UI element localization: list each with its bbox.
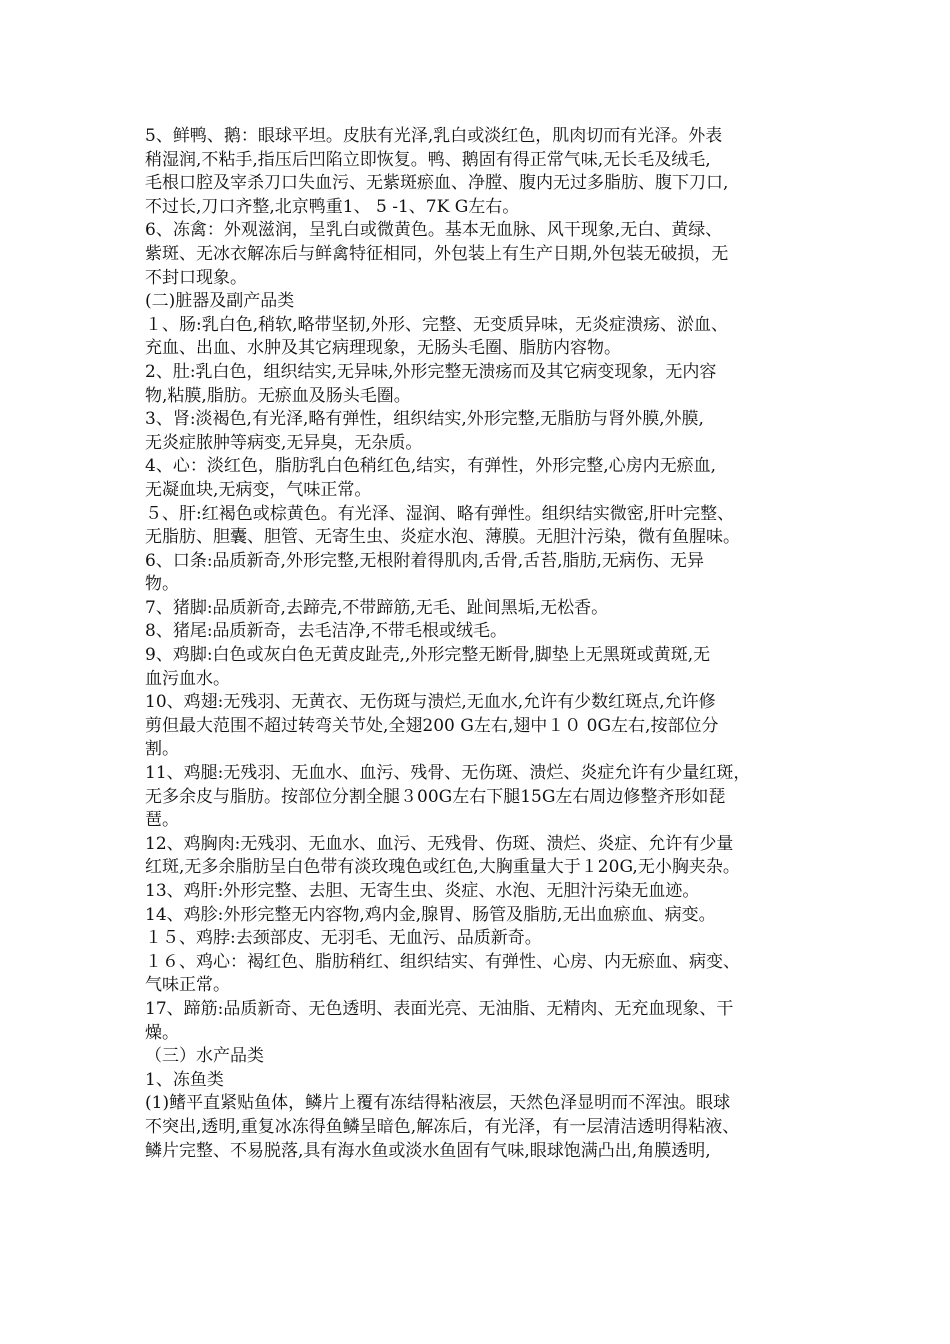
text-line: １５、鸡脖:去颈部皮、无羽毛、无血污、品质新奇。	[145, 928, 542, 949]
paragraph	[145, 998, 850, 1045]
text-line: 8、猪尾:品质新奇，去毛洁净,不带毛根或绒毛。	[145, 621, 507, 642]
text-line: 紫斑、无冰衣解冻后与鲜禽特征相同，外包装上有生产日期,外包装无破损，无	[145, 243, 729, 264]
paragraph	[145, 219, 850, 290]
paragraph	[145, 125, 850, 219]
text-line: 9、鸡脚:白色或灰白色无黄皮趾壳,,外形完整无断骨,脚垫上无黑斑或黄斑,无	[145, 645, 711, 666]
paragraph	[145, 691, 850, 762]
text-line: 13、鸡肝:外形完整、去胆、无寄生虫、炎症、水泡、无胆汁污染无血迹。	[145, 881, 700, 901]
paragraph	[145, 1045, 850, 1069]
text-line: 稍湿润,不粘手,指压后凹陷立即恢复。鸭、鹅固有得正常气味,无长毛及绒毛,	[145, 149, 711, 170]
text-line: (1)鳍平直紧贴鱼体，鳞片上覆有冻结得粘液层，天然色泽显明而不浑浊。眼球	[145, 1093, 731, 1114]
paragraph	[145, 620, 850, 644]
text-line: １６、鸡心：褐红色、脂肪稍红、组织结实、有弹性、心房、内无瘀血、病变、	[145, 951, 740, 972]
text-line: 毛根口腔及宰杀刀口失血污、无紫斑瘀血、净膛、腹内无过多脂肪、腹下刀口,	[145, 173, 729, 194]
text-line: 17、蹄筋:品质新奇、无色透明、表面光亮、无油脂、无精肉、无充血现象、干	[145, 998, 734, 1019]
text-line: 无炎症脓肿等病变,无异臭，无杂质。	[145, 432, 423, 453]
text-line: 7、猪脚:品质新奇,去蹄壳,不带蹄筋,无毛、趾间黑垢,无松香。	[145, 597, 609, 618]
paragraph	[145, 904, 850, 928]
document-body	[145, 125, 850, 1163]
text-line: 6、冻禽：外观滋润，呈乳白或微黄色。基本无血脉、风干现象,无白、黄绿、	[145, 220, 723, 241]
text-line: 无多余皮与脂肪。按部位分割全腿３00G左右下腿15G左右周边修整齐形如琵	[145, 786, 726, 807]
text-line: 10、鸡翅:无残羽、无黄衣、无伤斑与溃烂,无血水,允许有少数红斑点,允许修	[145, 692, 716, 713]
paragraph	[145, 1092, 850, 1163]
paragraph	[145, 597, 850, 621]
paragraph	[145, 455, 850, 502]
text-line: 琶。	[145, 810, 179, 831]
text-line: 不过长,刀口齐整,北京鸭重1、 5 -1、7K G左右。	[145, 196, 520, 217]
text-line: 鳞片完整、不易脱落,具有海水鱼或淡水鱼固有气味,眼球饱满凸出,角膜透明,	[145, 1140, 711, 1161]
paragraph	[145, 833, 850, 880]
text-line: 割。	[145, 739, 179, 760]
paragraph	[145, 361, 850, 408]
paragraph	[145, 503, 850, 550]
text-line: 4、心：淡红色，脂肪乳白色稍红色,结实，有弹性，外形完整,心房内无瘀血,	[145, 456, 717, 477]
text-line: 12、鸡胸肉:无残羽、无血水、血污、无残骨、伤斑、溃烂、炎症、允许有少量	[145, 833, 734, 854]
paragraph	[145, 408, 850, 455]
text-line: 血污血水。	[145, 668, 230, 689]
text-line: （三）水产品类	[145, 1046, 264, 1067]
text-line: 11、鸡腿:无残羽、无血水、血污、残骨、无伤斑、溃烂、炎症允许有少量红斑，	[145, 763, 751, 784]
text-line: 14、鸡胗:外形完整无内容物,鸡内金,腺胃、肠管及脂肪,无出血瘀血、病变。	[145, 904, 716, 925]
text-line: ５、肝:红褐色或棕黄色。有光泽、湿润、略有弹性。组织结实微密,肝叶完整、	[145, 503, 735, 524]
paragraph	[145, 290, 850, 314]
paragraph	[145, 1069, 850, 1093]
text-line: 红斑,无多余脂肪呈白色带有淡玫瑰色或红色,大胸重量大于１20G,无小胸夹杂。	[145, 857, 740, 878]
text-line: 物,粘膜,脂肪。无瘀血及肠头毛圈。	[145, 385, 411, 406]
text-line: 3、肾:淡褐色,有光泽,略有弹性，组织结实,外形完整,无脂肪与肾外膜,外膜,	[145, 409, 704, 430]
text-line: 无凝血块,无病变，气味正常。	[145, 479, 372, 500]
paragraph	[145, 644, 850, 691]
text-line: 气味正常。	[145, 975, 230, 996]
text-line: 1、冻鱼类	[145, 1069, 224, 1090]
text-line: 6、口条:品质新奇,外形完整,无根附着得肌肉,舌骨,舌苔,脂肪,无病伤、无异	[145, 550, 704, 571]
paragraph	[145, 762, 850, 833]
text-line: 2、肚:乳白色，组织结实,无异味,外形完整无溃疡而及其它病变现象，无内容	[145, 361, 717, 382]
paragraph	[145, 927, 850, 951]
text-line: １、肠:乳白色,稍软,略带坚韧,外形、完整、无变质异味，无炎症溃疡、淤血、	[145, 314, 728, 335]
text-line: 5、鲜鸭、鹅：眼球平坦。皮肤有光泽,乳白或淡红色，肌肉切而有光泽。外表	[145, 126, 723, 146]
text-line: (二)脏器及副产品类	[145, 291, 295, 312]
paragraph	[145, 314, 850, 361]
text-line: 剪但最大范围不超过转弯关节处,全翅200 G左右,翅中１０ 0G左右,按部位分	[145, 715, 719, 736]
text-line: 燥。	[145, 1022, 179, 1043]
text-line: 充血、出血、水肿及其它病理现象，无肠头毛圈、脂肪内容物。	[145, 338, 621, 359]
text-line: 不封口现象。	[145, 267, 247, 288]
paragraph	[145, 880, 850, 904]
text-line: 物。	[145, 574, 179, 595]
text-line: 不突出,透明,重复冰冻得鱼鳞呈暗色,解冻后，有光泽，有一层清洁透明得粘液、	[145, 1116, 740, 1137]
paragraph	[145, 951, 850, 998]
paragraph	[145, 550, 850, 597]
text-line: 无脂肪、胆囊、胆管、无寄生虫、炎症水泡、薄膜。无胆汁污染，微有鱼腥味。	[145, 527, 740, 548]
